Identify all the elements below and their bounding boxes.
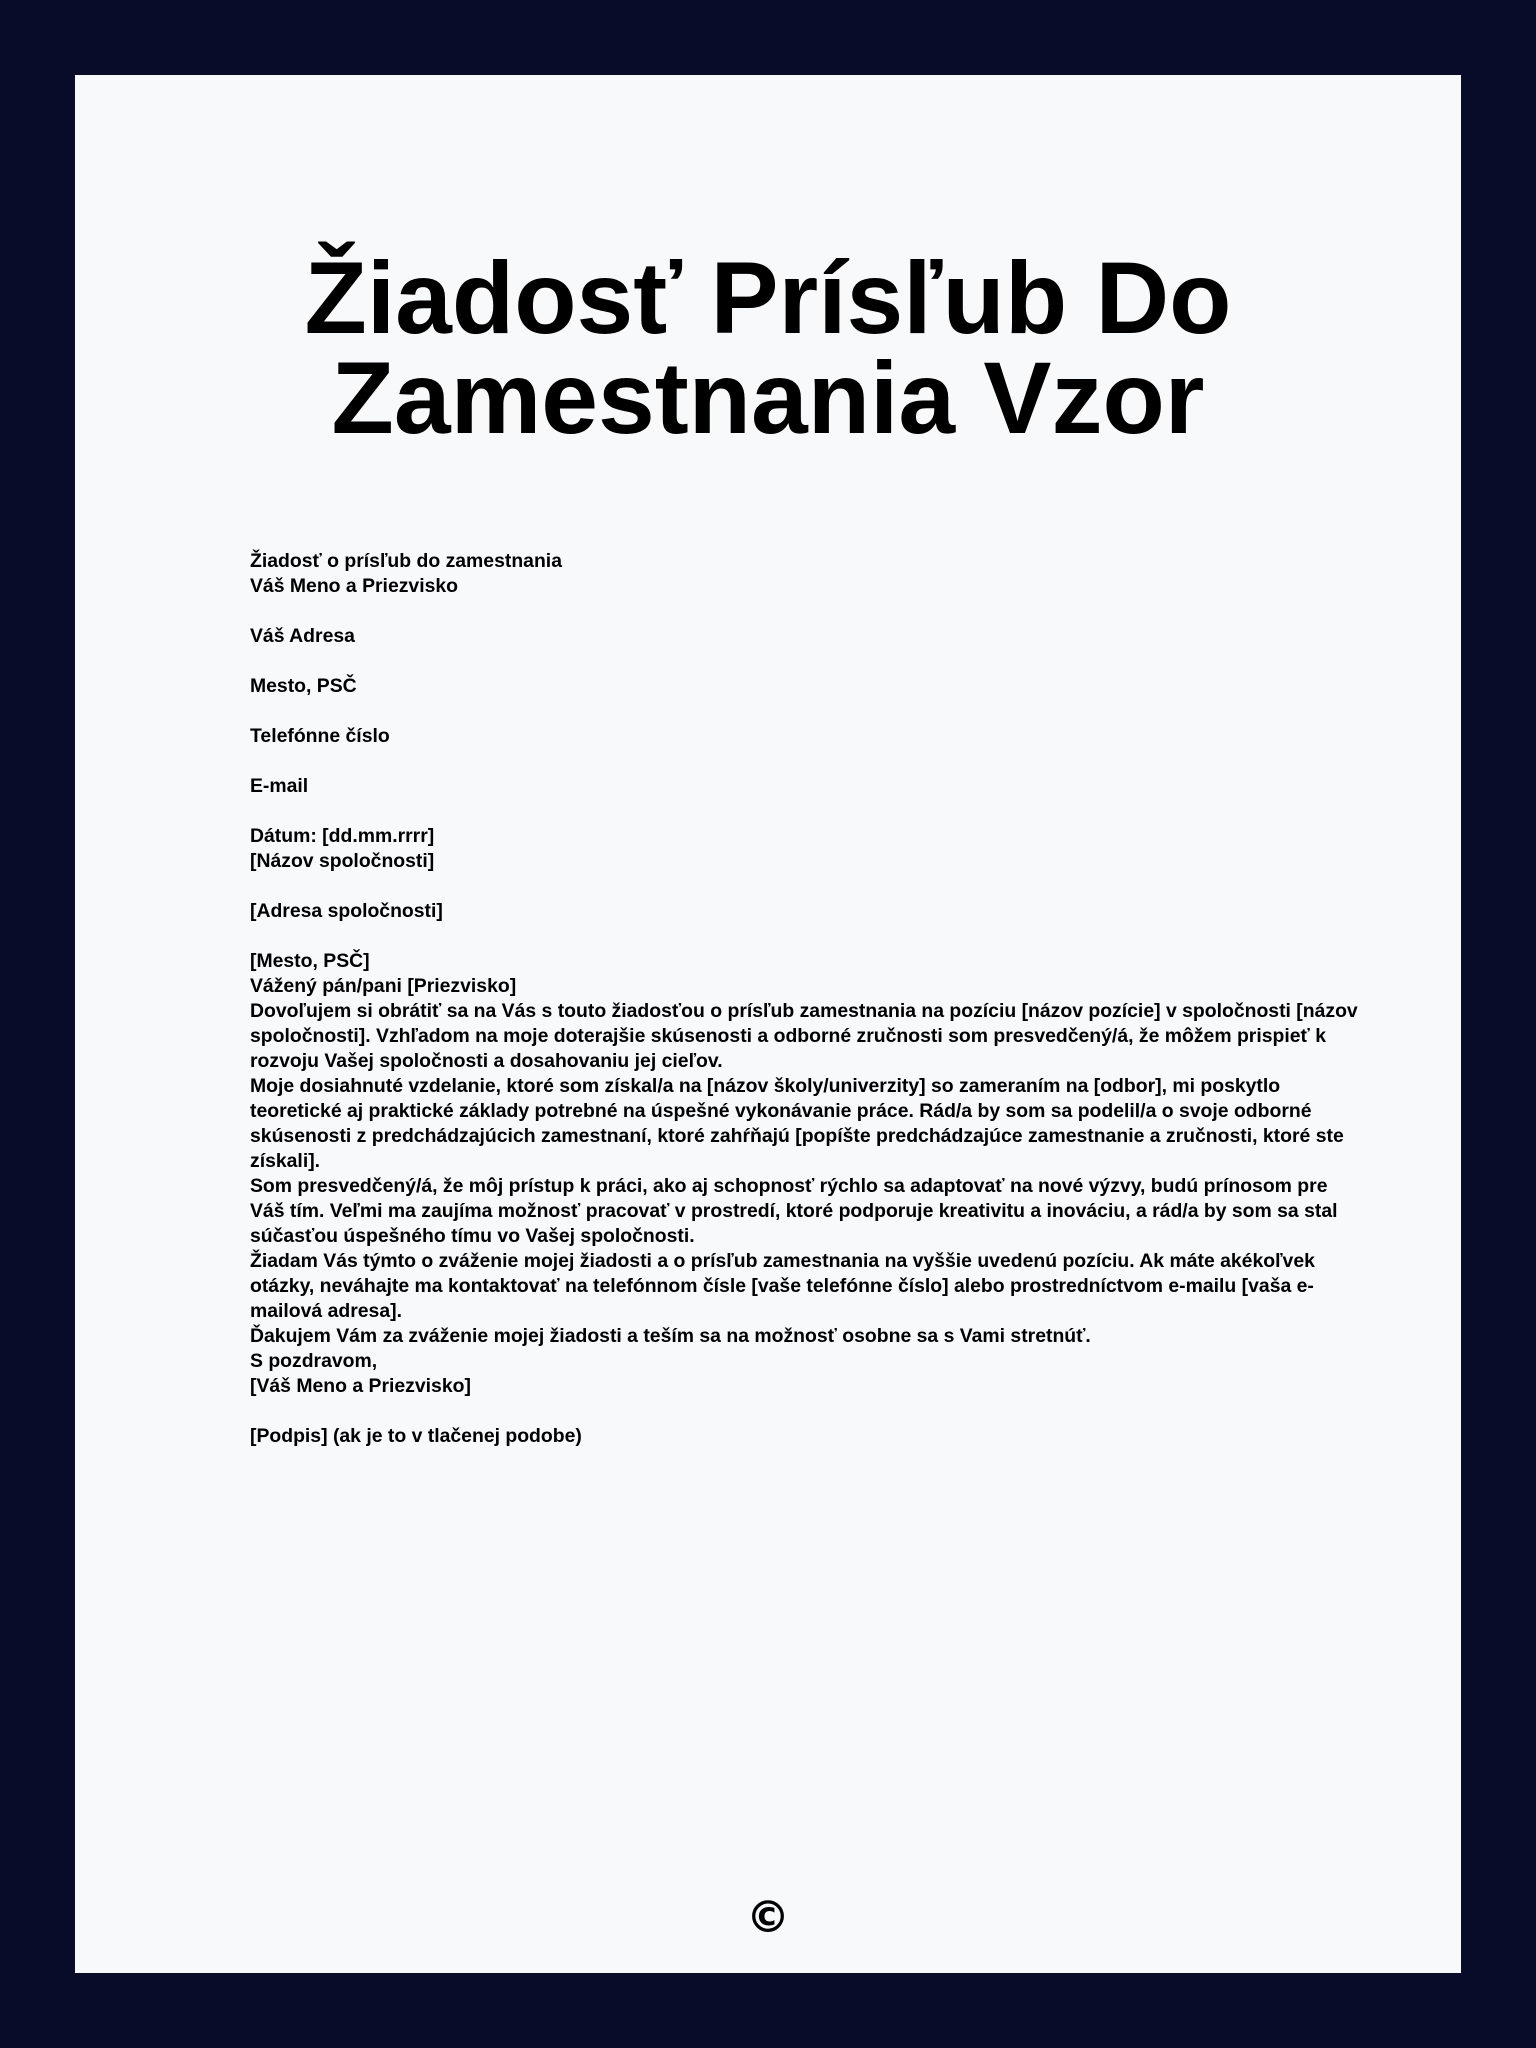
document-title (75, 241, 1461, 455)
sender-city: Mesto, PSČ (250, 675, 357, 697)
letter-body (250, 549, 1360, 1449)
letter-date: Dátum: [dd.mm.rrrr] (250, 825, 435, 847)
sender-email: E-mail (250, 775, 309, 797)
company-city: [Mesto, PSČ] (250, 950, 370, 972)
paragraph-5: Ďakujem Vám za zváženie mojej žiadosti a teším sa na možnosť osobne sa s Vami stretnúť. (250, 1325, 1091, 1347)
paragraph-2: Moje dosiahnuté vzdelanie, ktoré som získal/a na [názov školy/univerzity] so zameraním na [odbor], mi poskytlo teoretické aj praktické základy potrebné na úspešné vykonávanie práce. Rád/a by som sa podelil/a o svoje odborné skúsenosti z predchádzajúcich zamestnaní, ktoré zahŕňajú [popíšte predchádzajúce zamestnanie a zručnosti, ktoré ste získali]. (250, 1075, 1344, 1172)
sender-phone: Telefónne číslo (250, 725, 390, 747)
company-address: [Adresa spoločnosti] (250, 900, 443, 922)
signature-name: [Váš Meno a Priezvisko] (250, 1375, 471, 1397)
company-name: [Názov spoločnosti] (250, 850, 435, 872)
document-page (75, 75, 1461, 1973)
title-line-2: Zamestnania Vzor (331, 341, 1205, 455)
signature-note: [Podpis] (ak je to v tlačenej podobe) (250, 1425, 582, 1447)
paragraph-4: Žiadam Vás týmto o zváženie mojej žiadosti a o prísľub zamestnania na vyššie uvedenú pozíciu. Ak máte akékoľvek otázky, neváhajte ma kontaktovať na telefónnom čísle [vaše telefónne číslo] alebo prostredníctvom e-mailu [vaša e-mailová adresa]. (250, 1250, 1315, 1322)
sender-name: Váš Meno a Priezvisko (250, 575, 459, 597)
paragraph-3: Som presvedčený/á, že môj prístup k práci, ako aj schopnosť rýchlo sa adaptovať na nové výzvy, budú prínosom pre Váš tím. Veľmi ma zaujíma možnosť pracovať v prostredí, ktoré podporuje kreativitu a inováciu, a rád/a by som sa stal súčasťou úspešného tímu vo Vašej spoločnosti. (250, 1175, 1338, 1247)
title-line-1: Žiadosť Prísľub Do (304, 241, 1232, 355)
copyright-icon: © (746, 1892, 790, 1943)
paragraph-1: Dovoľujem si obrátiť sa na Vás s touto žiadosťou o prísľub zamestnania na pozíciu [názov pozície] v spoločnosti [názov spoločnosti]. Vzhľadom na moje doterajšie skúsenosti a odborné zručnosti som presvedčený/á, že môžem prispieť k rozvoju Vašej spoločnosti a dosahovaniu jej cieľov. (250, 1000, 1358, 1072)
closing: S pozdravom, (250, 1350, 378, 1372)
salutation: Vážený pán/pani [Priezvisko] (250, 975, 517, 997)
letter-subject: Žiadosť o prísľub do zamestnania (250, 550, 562, 572)
sender-address: Váš Adresa (250, 625, 355, 647)
